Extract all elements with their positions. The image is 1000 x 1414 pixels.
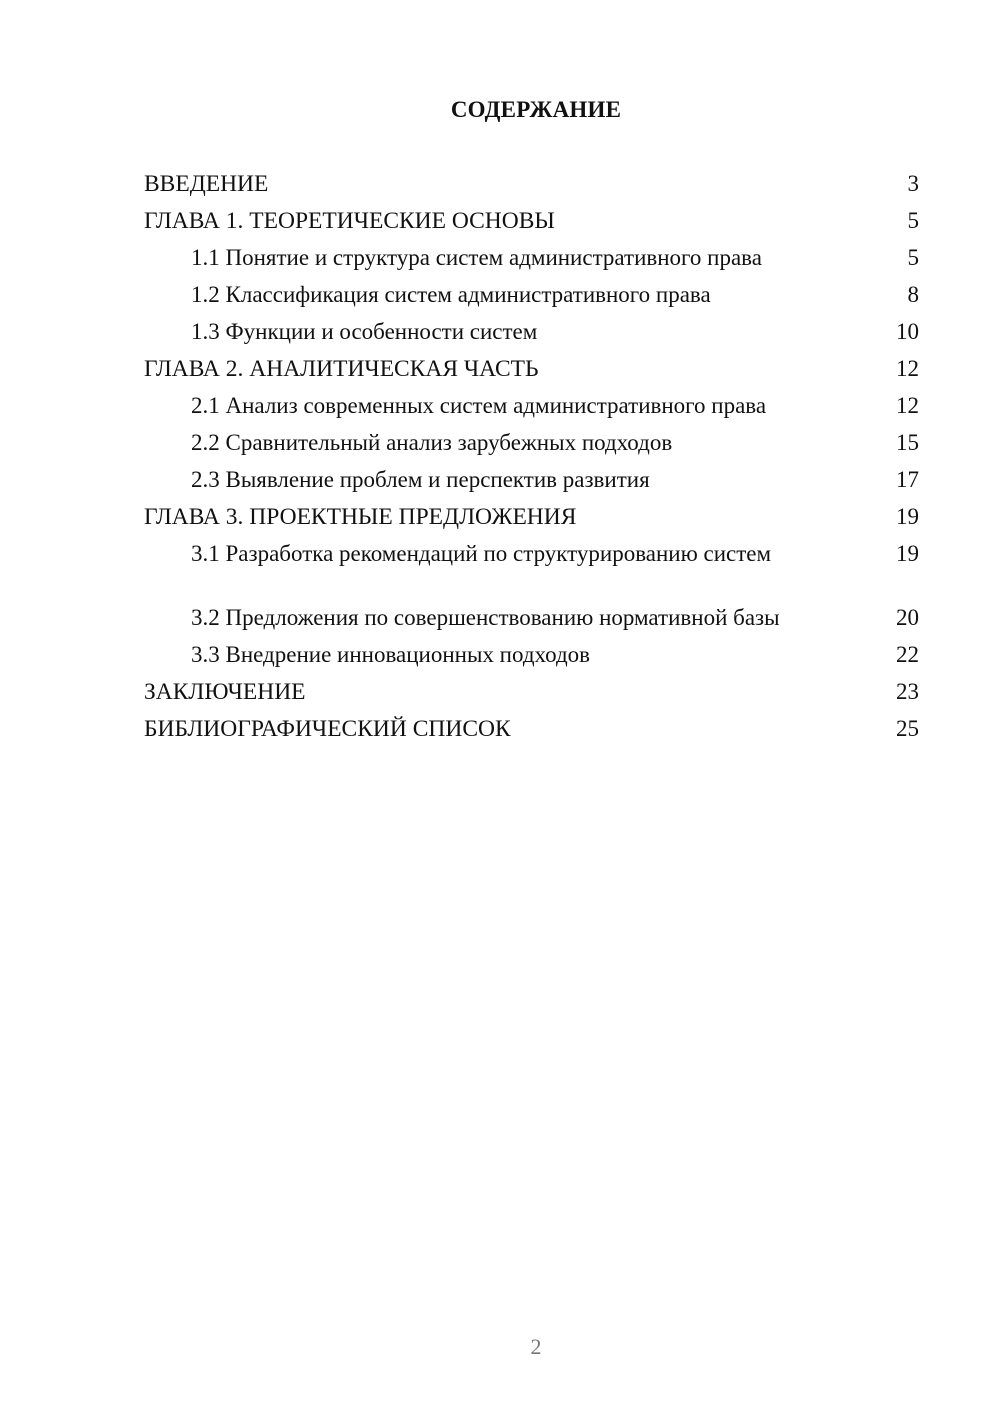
toc-entry-section-1-2 (144, 277, 919, 314)
table-of-contents (144, 166, 919, 748)
toc-entry-label: 1.1 Понятие и структура систем административного права (191, 245, 762, 270)
toc-entry-label: ГЛАВА 2. АНАЛИТИЧЕСКАЯ ЧАСТЬ (144, 356, 539, 382)
toc-entry-page: 23 (896, 679, 919, 704)
toc-entry-page: 5 (907, 208, 919, 233)
toc-entry-page: 8 (907, 282, 919, 307)
toc-entry-section-3-2 (144, 573, 919, 637)
toc-entry-page: 12 (896, 393, 919, 418)
toc-entry-label: 3.1 Разработка рекомендаций по структурированию систем (191, 541, 772, 566)
toc-entry-page: 25 (896, 716, 919, 741)
toc-entry-label: 3.3 Внедрение инновационных подходов (191, 642, 591, 667)
toc-entry-page: 5 (907, 245, 919, 270)
toc-entry-page: 20 (896, 605, 919, 630)
toc-entry-section-3-3 (144, 637, 919, 674)
toc-entry-label: 2.2 Сравнительный анализ зарубежных подходов (191, 430, 673, 455)
toc-entry-bibliography (144, 711, 919, 748)
toc-entry-label: ГЛАВА 3. ПРОЕКТНЫЕ ПРЕДЛОЖЕНИЯ (144, 504, 577, 530)
toc-entry-label: 1.3 Функции и особенности систем (191, 319, 538, 344)
toc-entry-label: 2.1 Анализ современных систем административного права (191, 393, 767, 418)
toc-entry-section-3-1 (144, 536, 919, 573)
toc-entry-section-2-2 (144, 425, 919, 462)
toc-entry-chapter-3 (144, 499, 919, 536)
toc-entry-label: ГЛАВА 1. ТЕОРЕТИЧЕСКИЕ ОСНОВЫ (144, 208, 555, 234)
toc-entry-label: 3.2 Предложения по совершенствованию нормативной базы (191, 605, 780, 630)
toc-entry-label: БИБЛИОГРАФИЧЕСКИЙ СПИСОК (144, 716, 511, 742)
toc-entry-section-2-3 (144, 462, 919, 499)
toc-entry-page: 19 (896, 504, 919, 529)
page-number: 2 (530, 1334, 542, 1359)
toc-entry-page: 12 (896, 356, 919, 381)
toc-entry-page: 3 (907, 171, 919, 196)
toc-entry-page: 15 (896, 430, 919, 455)
toc-entry-section-2-1 (144, 388, 919, 425)
toc-entry-label: ВВЕДЕНИЕ (144, 171, 269, 197)
toc-entry-chapter-2 (144, 351, 919, 388)
toc-title: СОДЕРЖАНИЕ (450, 97, 622, 122)
toc-entry-page: 22 (896, 642, 919, 667)
toc-entry-label: 2.3 Выявление проблем и перспектив развития (191, 467, 650, 492)
toc-entry-label: ЗАКЛЮЧЕНИЕ (144, 679, 306, 705)
toc-entry-page: 10 (896, 319, 919, 344)
toc-entry-conclusion (144, 674, 919, 711)
toc-entry-page: 19 (896, 541, 919, 566)
toc-entry-chapter-1 (144, 203, 919, 240)
toc-entry-section-1-1 (144, 240, 919, 277)
toc-entry-page: 17 (896, 467, 919, 492)
toc-entry-label: 1.2 Классификация систем административного права (191, 282, 711, 307)
toc-entry-introduction (144, 166, 919, 203)
toc-entry-section-1-3 (144, 314, 919, 351)
